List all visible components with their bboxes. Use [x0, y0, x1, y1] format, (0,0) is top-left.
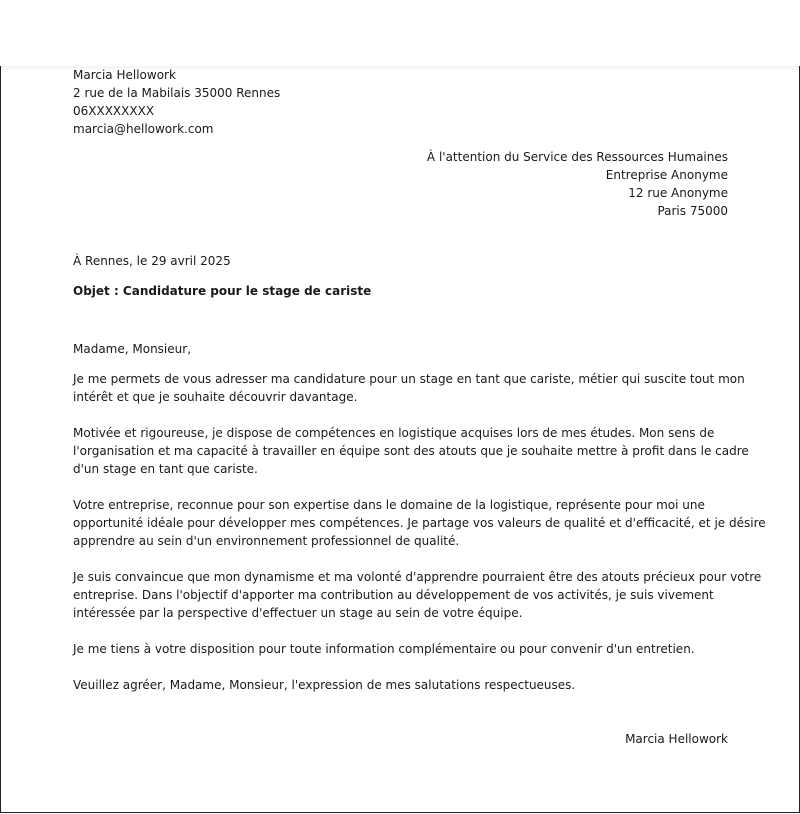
sender-block — [73, 66, 728, 138]
paragraph-line: Veuillez agréer, Madame, Monsieur, l'expression de mes salutations respectueuses. — [73, 678, 576, 692]
paragraph — [73, 676, 728, 694]
recipient-street: 12 rue Anonyme — [628, 186, 728, 200]
paragraph-line: Votre entreprise, reconnue pour son expertise dans le domaine de la logistique, représente pour moi une — [73, 498, 705, 512]
paragraph-line: Je suis convaincue que mon dynamisme et ma volonté d'apprendre pourraient être des atouts précieux pour votre — [73, 570, 762, 584]
paragraph — [73, 496, 766, 550]
paragraph-line: d'un stage en tant que cariste. — [73, 462, 258, 476]
paragraph — [73, 424, 749, 478]
recipient-company: Entreprise Anonyme — [605, 168, 728, 182]
recipient-attention: À l'attention du Service des Ressources Humaines — [426, 150, 728, 164]
top-toolbar-area — [0, 0, 800, 66]
recipient-city: Paris 75000 — [657, 204, 728, 218]
paragraph-line: intérêt et que je souhaite découvrir davantage. — [73, 390, 358, 404]
signature: Marcia Hellowork — [625, 732, 728, 746]
sender-phone: 06XXXXXXXX — [73, 104, 155, 118]
sender-email: marcia@hellowork.com — [73, 122, 214, 136]
paragraph — [73, 640, 728, 658]
date-line: À Rennes, le 29 avril 2025 — [73, 254, 231, 268]
paragraph-line: Je me permets de vous adresser ma candidature pour un stage en tant que cariste, métier qui suscite tout mon — [73, 372, 745, 386]
subject-line: Objet : Candidature pour le stage de cariste — [73, 284, 372, 298]
sender-name: Marcia Hellowork — [73, 68, 176, 82]
sender-address: 2 rue de la Mabilais 35000 Rennes — [73, 86, 281, 100]
paragraph-line: entreprise. Dans l'objectif d'apporter ma contribution au développement de vos activités, je suis vivement — [73, 588, 714, 602]
paragraph-line: l'organisation et ma capacité à travailler en équipe sont des atouts que je souhaite mettre à profit dans le cadre — [73, 444, 749, 458]
paragraph-line: Je me tiens à votre disposition pour toute information complémentaire ou pour convenir d'un entretien. — [73, 642, 695, 656]
letter-body — [73, 340, 766, 694]
paragraph — [73, 370, 745, 406]
paragraph — [73, 568, 762, 622]
paragraph-line: Motivée et rigoureuse, je dispose de compétences en logistique acquises lors de mes études. Mon sens de — [73, 426, 715, 440]
paragraph-line: apprendre au sein d'un environnement professionnel de qualité. — [73, 534, 460, 548]
greeting: Madame, Monsieur, — [73, 342, 192, 356]
recipient-block — [73, 148, 728, 220]
paragraph-line: opportunité idéale pour développer mes compétences. Je partage vos valeurs de qualité et d'efficacité, et je désire — [73, 516, 766, 530]
letter-page — [0, 66, 800, 813]
paragraph-line: intéressée par la perspective d'effectuer un stage au sein de votre équipe. — [73, 606, 523, 620]
